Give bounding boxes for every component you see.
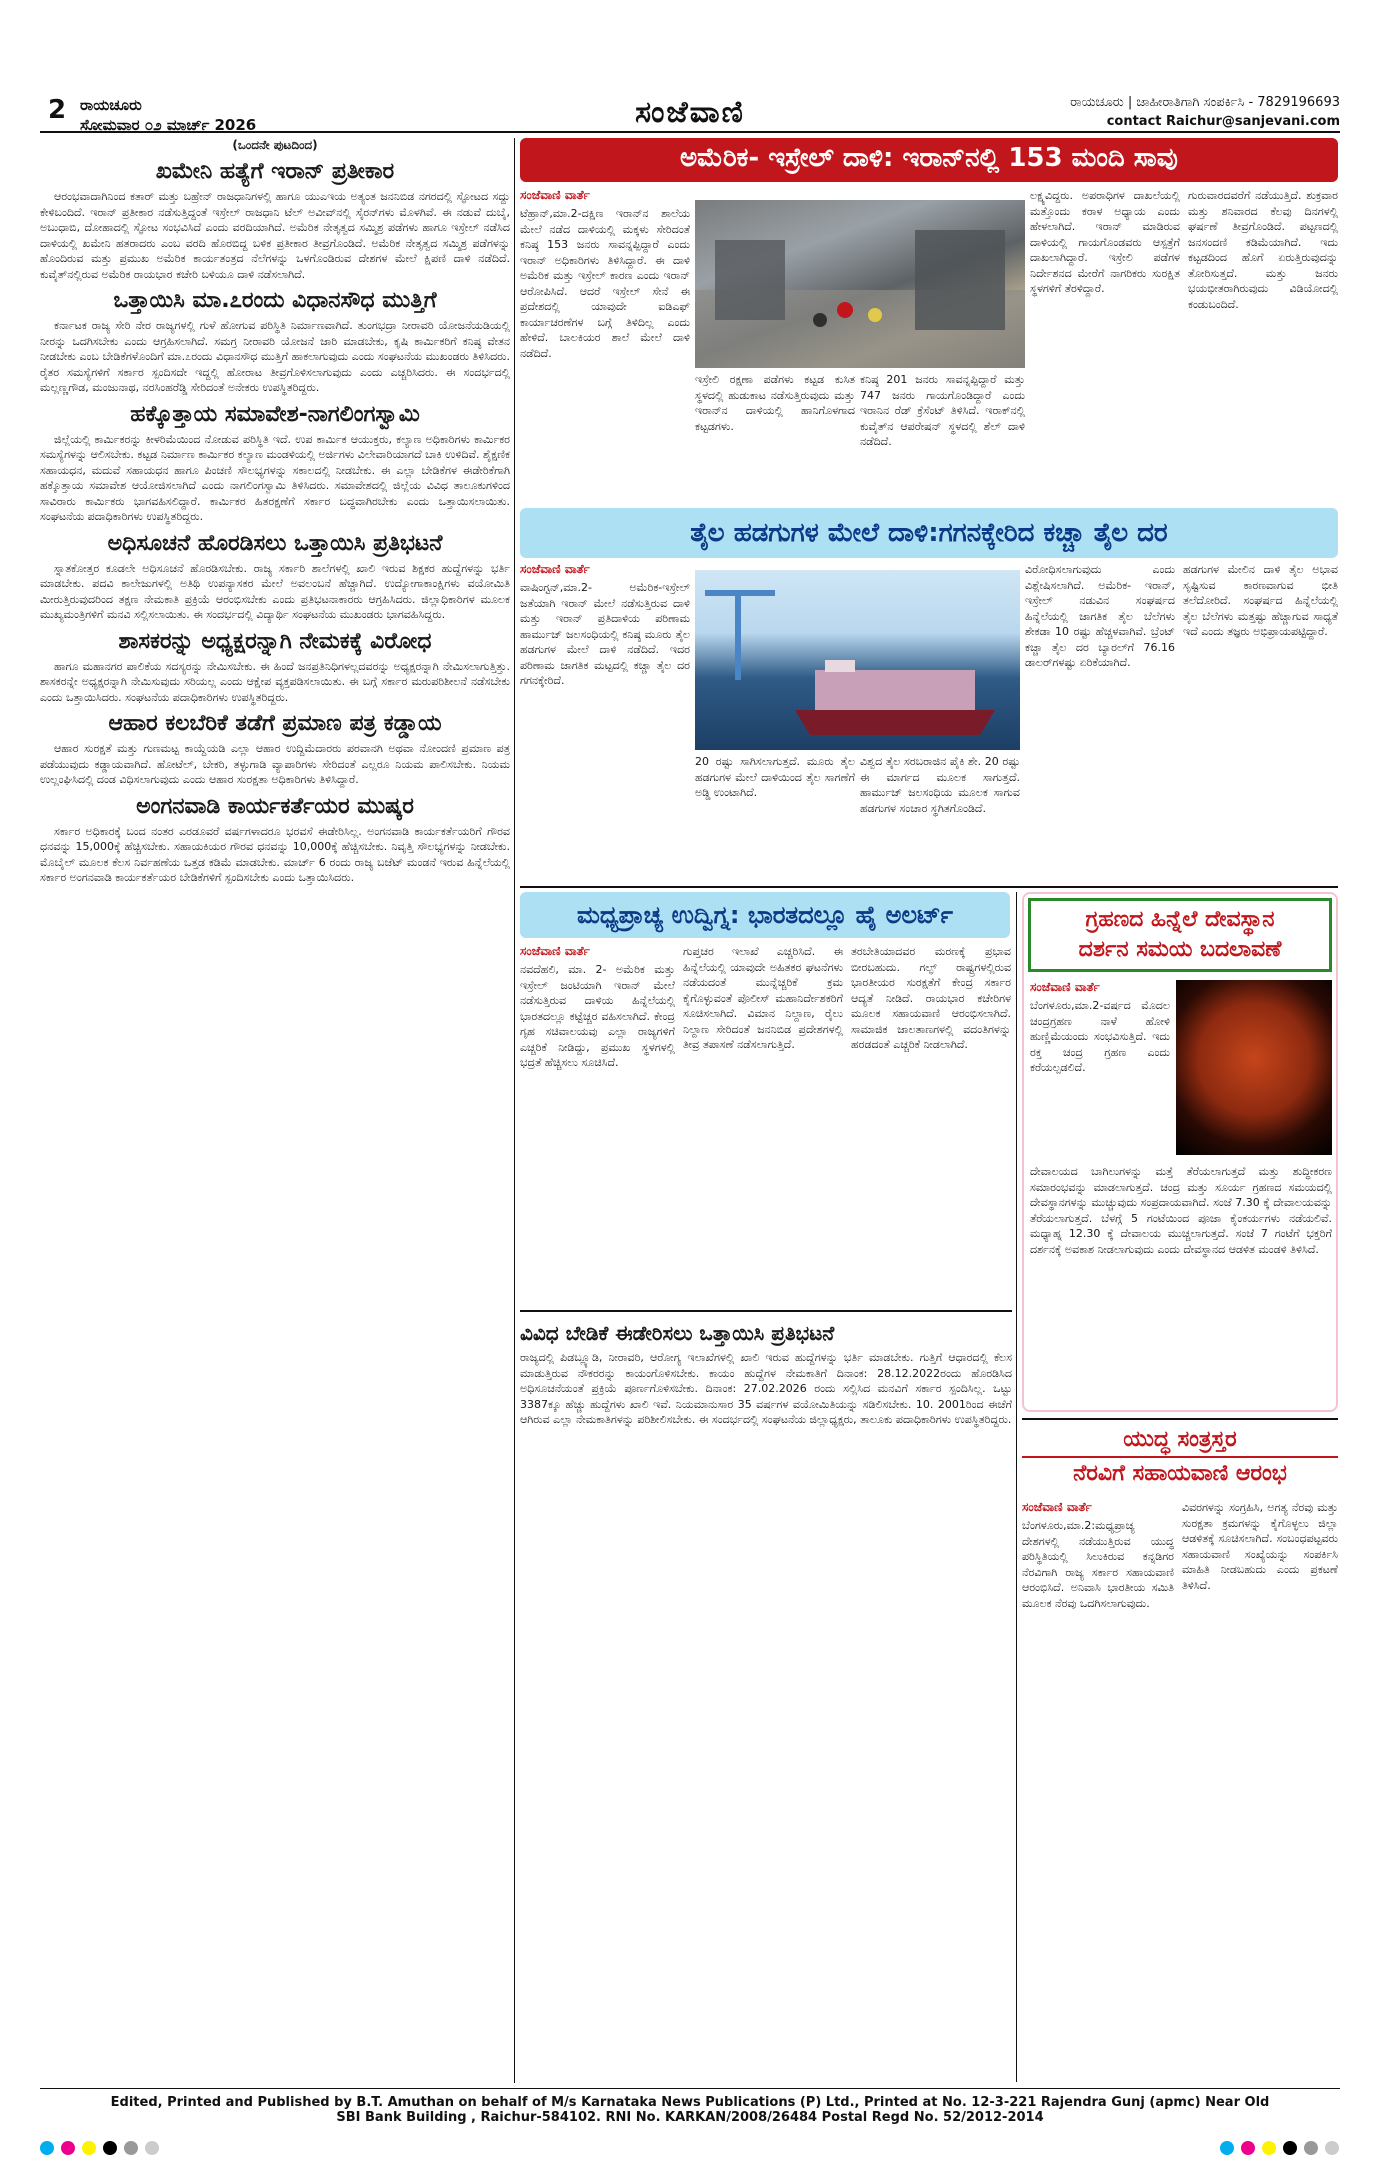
article-body: ಕರ್ನಾಟಕ ರಾಜ್ಯ ಸೇರಿ ನೇರ ರಾಜ್ಯಗಳಲ್ಲಿ ಗುಳೆ ಹೋಗುವ ಪರಿಸ್ಥಿತಿ ನಿರ್ಮಾಣವಾಗಿದೆ. ತುಂಗಭದ್ರಾ ನೀರಾವರಿ ಯೋಜನೆಯಡಿಯಲ್ಲಿ ನೀರನ್ನು ಒದಗಿಸಬೇಕು ಎಂದು ಆಗ್ರಹಿಸಲಾಗಿದೆ. ಸಮಗ್ರ ನೀರಾವರಿ ಯೋಜನೆ ಜಾರಿ ಮಾಡಬೇಕು, ಕೃಷಿ ಕಾರ್ಮಿಕರಿಗೆ ಕನಿಷ್ಠ ವೇತನ ನೀಡಬೇಕು ಎಂಬ ಬೇಡಿಕೆಗಳೊಂದಿಗೆ ಮಾ.೭ರಂದು ವಿಧಾನಸೌಧ ಮುತ್ತಿಗೆ ಹಾಕಲಾಗುವುದು ಎಂದು ಸಂಘಟನೆಯ ಮುಖಂಡರು ತಿಳಿಸಿದರು. ರೈತರ ಸಮಸ್ಯೆಗಳಿಗೆ ಸರ್ಕಾರ ಸ್ಪಂದಿಸದೇ ಇದ್ದಲ್ಲಿ ಹೋರಾಟ ತೀವ್ರಗೊಳಿಸಲಾಗುವುದು ಎಂದು ಎಚ್ಚರಿಸಿದರು. ಈ ಸಂದರ್ಭದಲ್ಲಿ ಮಲ್ಲಣ್ಣಗೌಡ, ಮಂಜುನಾಥ, ನರಸಿಂಹರೆಡ್ಡಿ ಸೇರಿದಂತೆ ಅನೇಕರು ಉಪಸ್ಥಿತರಿದ್ದರು. (40, 319, 510, 394)
article-headline: ಅಂಗನವಾಡಿ ಕಾರ್ಯಕರ್ತೆಯರ ಮುಷ್ಕರ (136, 793, 414, 819)
byline: ಸಂಜೆವಾಣಿ ವಾರ್ತೆ (520, 944, 590, 958)
masthead-date: ಸೋಮವಾರ ೦೨ ಮಾರ್ಚ್ 2026 (80, 116, 257, 134)
main-story-banner: ಅಮೆರಿಕ- ಇಸ್ರೇಲ್ ದಾಳಿ: ಇರಾನ್‌ನಲ್ಲಿ 153 ಮಂದಿ ಸಾವು (520, 138, 1338, 182)
war-story-col1 (1022, 1500, 1174, 2080)
alert-story-col3: ತರಬೇತಿಯಾದವರ ಮರಣಕ್ಕೆ ಪ್ರಭಾವ ಬೀರಬಹುದು. ಗಲ್ಫ್ ರಾಷ್ಟ್ರಗಳಲ್ಲಿರುವ ಭಾರತೀಯರ ಸುರಕ್ಷತೆಗೆ ಕೇಂದ್ರ ಸರ್ಕಾರ ಆದ್ಯತೆ ನೀಡಿದೆ. ರಾಯಭಾರ ಕಚೇರಿಗಳ ಮೂಲಕ ಸಹಾಯವಾಣಿ ಆರಂಭಿಸಲಾಗಿದೆ. ಸಾಮಾಜಿಕ ಜಾಲತಾಣಗಳಲ್ಲಿ ವದಂತಿಗಳನ್ನು ಹರಡದಂತೆ ಎಚ್ಚರಿಕೆ ನೀಡಲಾಗಿದೆ. (851, 945, 1011, 1051)
temple-story-body: ದೇವಾಲಯದ ಬಾಗಿಲುಗಳನ್ನು ಮತ್ತೆ ತೆರೆಯಲಾಗುತ್ತದೆ ಮತ್ತು ಶುದ್ಧೀಕರಣ ಸಮಾರಂಭವನ್ನು ಮಾಡಲಾಗುತ್ತದೆ. ಚಂದ್ರ ಮತ್ತು ಸೂರ್ಯ ಗ್ರಹಣದ ಸಮಯದಲ್ಲಿ ದೇವಸ್ಥಾನಗಳನ್ನು ಮುಚ್ಚುವುದು ಸಂಪ್ರದಾಯವಾಗಿದೆ. ಸಂಜೆ 7.30 ಕ್ಕೆ ದೇವಾಲಯವನ್ನು ತೆರೆಯಲಾಗುತ್ತದೆ. ಬೆಳಗ್ಗೆ 5 ಗಂಟೆಯಿಂದ ಪೂಜಾ ಕೈಂಕರ್ಯಗಳು ನಡೆಯಲಿವೆ. ಮಧ್ಯಾಹ್ನ 12.30 ಕ್ಕೆ ದೇವಾಲಯ ಮುಚ್ಚಲಾಗುತ್ತದೆ. ಸಂಜೆ 7 ಗಂಟೆಗೆ ಭಕ್ತರಿಗೆ ದರ್ಶನಕ್ಕೆ ಅವಕಾಶ ನೀಡಲಾಗುವುದು ಎಂದು ದೇವಸ್ಥಾನದ ಆಡಳಿತ ಮಂಡಳಿ ತಿಳಿಸಿದೆ. (1030, 1165, 1332, 1256)
reg-dot-magenta (1241, 2141, 1255, 2155)
byline: ಸಂಜೆವಾಣಿ ವಾರ್ತೆ (1022, 1500, 1092, 1514)
main-story-col4: ಗುರುವಾರದವರೆಗೆ ನಡೆಯುತ್ತಿದೆ. ಶುಕ್ರವಾರ ಮತ್ತು ಶನಿವಾರದ ಕೆಲವು ದಿನಗಳಲ್ಲಿ ಘರ್ಷಣೆ ತೀವ್ರಗೊಂಡಿದೆ. ಪಟ್ಟಣದಲ್ಲಿ ಜನಸಂದಣಿ ಕಡಿಮೆಯಾಗಿದೆ. ಇದು ಕಟ್ಟಡದಿಂದ ಹೊಗೆ ಏರುತ್ತಿರುವುದನ್ನು ತೋರಿಸುತ್ತದೆ. ಮತ್ತು ಜನರು ಭಯಭೀತರಾಗಿರುವುದು ವಿಡಿಯೋದಲ್ಲಿ ಕಂಡುಬಂದಿದೆ. (1188, 189, 1338, 311)
masthead-email: contact Raichur@sanjevani.com (1106, 114, 1340, 129)
blood-moon-photo (1176, 980, 1332, 1155)
masthead-place: ರಾಯಚೂರು (80, 96, 142, 114)
reg-dot-black (1283, 2141, 1297, 2155)
reg-dot-magenta (61, 2141, 75, 2155)
temple-headline-line1: ಗ್ರಹಣದ ಹಿನ್ನೆಲೆ ದೇವಸ್ಥಾನ (1085, 907, 1275, 932)
masthead-date-block (80, 95, 280, 135)
registration-marks-right (1220, 2140, 1341, 2154)
registration-marks-left (40, 2140, 161, 2154)
section-divider (1022, 1418, 1338, 1420)
oil-story-photo-caption: 20 ರಷ್ಟು ಸಾಗಿಸಲಾಗುತ್ತದೆ. ಮೂರು ತೈಲ ಹಡಗುಗಳ ಮೇಲೆ ದಾಳಿಯಿಂದ ತೈಲ ಸಾಗಣೆಗೆ ಅಡ್ಡಿ ಉಂಟಾಗಿದೆ. (695, 755, 855, 799)
protest-story-headline: ವಿವಿಧ ಬೇಡಿಕೆ ಈಡೇರಿಸಲು ಒತ್ತಾಯಿಸಿ ಪ್ರತಿಭಟನೆ (520, 1321, 835, 1345)
byline: ಸಂಜೆವಾಣಿ ವಾರ್ತೆ (520, 188, 590, 202)
article-notification-protest (40, 527, 510, 623)
masthead (40, 55, 1340, 133)
section-divider (520, 886, 1338, 888)
oil-story-col2: ವಿಶ್ವದ ತೈಲ ಸರಬರಾಜಿನ ಪೈಕಿ ಶೇ. 20 ರಷ್ಟು ಈ ಮಾರ್ಗದ ಮೂಲಕ ಸಾಗುತ್ತದೆ. ಹಾರ್ಮುಜ್ ಜಲಸಂಧಿಯ ಮೂಲಕ ಸಾಗುವ ಹಡಗುಗಳ ಸಂಚಾರ ಸ್ಥಗಿತಗೊಂಡಿದೆ. (860, 755, 1020, 815)
temple-story-headline (1028, 898, 1332, 972)
newspaper-logo: ಸಂಜೆವಾಣಿ (635, 95, 745, 130)
alert-story-banner: ಮಧ್ಯಪ್ರಾಚ್ಯ ಉದ್ವಿಗ್ನ: ಭಾರತದಲ್ಲೂ ಹೈ ಅಲರ್ಟ್ (520, 892, 1010, 938)
reg-dot-cyan (40, 2141, 54, 2155)
article-khamenei (40, 155, 510, 282)
war-headline-line1: ಯುದ್ಧ ಸಂತ್ರಸ್ತರ (1123, 1427, 1237, 1452)
article-headline: ಶಾಸಕರನ್ನು ಅಧ್ಯಕ್ಷರನ್ನಾಗಿ ನೇಮಕಕ್ಕೆ ವಿರೋಧ (118, 628, 432, 654)
temple-story-box (1022, 892, 1338, 1412)
alert-story-col1 (520, 944, 675, 1304)
oil-story-col4: ಹಡಗುಗಳ ಮೇಲಿನ ದಾಳಿ ತೈಲ ಅಭಾವ ಸೃಷ್ಟಿಸುವ ಕಾರಣವಾಗುವ ಭೀತಿ ತಲೆದೋರಿದೆ. ಸಂಘರ್ಷದ ಹಿನ್ನೆಲೆಯಲ್ಲಿ ತೈಲ ಬೆಲೆಗಳು ಮತ್ತಷ್ಟು ಹೆಚ್ಚಾಗುವ ಸಾಧ್ಯತೆ ಇದೆ ಎಂದು ತಜ್ಞರು ಅಭಿಪ್ರಾಯಪಟ್ಟಿದ್ದಾರೆ. (1183, 563, 1338, 638)
masthead-contact (920, 93, 1340, 131)
continued-label: (ಒಂದನೇ ಪುಟದಿಂದ) (232, 138, 318, 152)
main-story-photo-caption: ಇಸ್ರೇಲಿ ರಕ್ಷಣಾ ಪಡೆಗಳು ಕಟ್ಟಡ ಕುಸಿತ ಸ್ಥಳದಲ್ಲಿ ಹುಡುಕಾಟ ನಡೆಸುತ್ತಿರುವುದು ಮತ್ತು ಇರಾನ್‌ನ ದಾಳಿಯಲ್ಲಿ ಹಾನಿಗೊಳಗಾದ ಕಟ್ಟಡಗಳು. (695, 373, 855, 433)
article-headline: ಖಮೇನಿ ಹತ್ಯೆಗೆ ಇರಾನ್ ಪ್ರತೀಕಾರ (155, 159, 395, 184)
column-divider (1016, 892, 1017, 2082)
reg-dot-lightgray (145, 2141, 159, 2155)
byline: ಸಂಜೆವಾಣಿ ವಾರ್ತೆ (520, 562, 590, 576)
article-body: ಜಿಲ್ಲೆಯಲ್ಲಿ ಕಾರ್ಮಿಕರನ್ನು ಕೀಳರಿಮೆಯಿಂದ ನೋಡುವ ಪರಿಸ್ಥಿತಿ ಇದೆ. ಉಪ ಕಾರ್ಮಿಕ ಆಯುಕ್ತರು, ಕಲ್ಯಾಣ ಅಧಿಕಾರಿಗಳು ಕಾರ್ಮಿಕರ ಸಮಸ್ಯೆಗಳನ್ನು ಆಲಿಸಬೇಕು. ಕಟ್ಟಡ ನಿರ್ಮಾಣ ಕಾರ್ಮಿಕರ ಕಲ್ಯಾಣ ಮಂಡಳಿಯಲ್ಲಿ ಅರ್ಜಿಗಳು ವಿಲೇವಾರಿಯಾಗದೆ ಬಾಕಿ ಉಳಿದಿವೆ. ಶೈಕ್ಷಣಿಕ ಸಹಾಯಧನ, ಮದುವೆ ಸಹಾಯಧನ ಹಾಗೂ ಪಿಂಚಣಿ ಸೌಲಭ್ಯಗಳನ್ನು ಸಕಾಲದಲ್ಲಿ ನೀಡಬೇಕು. ಈ ಎಲ್ಲಾ ಬೇಡಿಕೆಗಳ ಈಡೇರಿಕೆಗಾಗಿ ಹಕ್ಕೊತ್ತಾಯ ಸಮಾವೇಶ ಆಯೋಜಿಸಲಾಗಿದೆ ಎಂದು ನಾಗಲಿಂಗಸ್ವಾಮಿ ತಿಳಿಸಿದರು. ಸಮಾವೇಶದಲ್ಲಿ ಜಿಲ್ಲೆಯ ವಿವಿಧ ತಾಲೂಕುಗಳಿಂದ ಸಾವಿರಾರು ಕಾರ್ಮಿಕರು ಭಾಗವಹಿಸಲಿದ್ದಾರೆ. ಕಾರ್ಮಿಕರ ಹಿತರಕ್ಷಣೆಗೆ ಸರ್ಕಾರ ಬದ್ಧವಾಗಿರಬೇಕು ಎಂದು ಒತ್ತಾಯಿಸಲಾಯಿತು. ಸಂಘಟನೆಯ ಪದಾಧಿಕಾರಿಗಳು ಉಪಸ್ಥಿತರಿದ್ದರು. (40, 432, 510, 523)
protest-story-body: ರಾಜ್ಯದಲ್ಲಿ ಪಿಡಬ್ಲ್ಯೂಡಿ, ನೀರಾವರಿ, ಆರೋಗ್ಯ ಇಲಾಖೆಗಳಲ್ಲಿ ಖಾಲಿ ಇರುವ ಹುದ್ದೆಗಳನ್ನು ಭರ್ತಿ ಮಾಡಬೇಕು. ಗುತ್ತಿಗೆ ಆಧಾರದಲ್ಲಿ ಕೆಲಸ ಮಾಡುತ್ತಿರುವ ನೌಕರರನ್ನು ಕಾಯಂಗೊಳಿಸಬೇಕು. ಕಾಯಂ ಹುದ್ದೆಗಳ ನೇಮಕಾತಿಗೆ ದಿನಾಂಕ: 28.12.2022ರಂದು ಹೊರಡಿಸಿದ ಅಧಿಸೂಚನೆಯಂತೆ ಪ್ರಕ್ರಿಯೆ ಪೂರ್ಣಗೊಳಿಸಬೇಕು. ದಿನಾಂಕ: 27.02.2026 ರಂದು ಸಲ್ಲಿಸಿದ ಮನವಿಗೆ ಸರ್ಕಾರ ಸ್ಪಂದಿಸಿಲ್ಲ. ಒಟ್ಟು 3387ಕ್ಕೂ ಹೆಚ್ಚು ಹುದ್ದೆಗಳು ಖಾಲಿ ಇವೆ. ನಿಯಮಾನುಸಾರ 35 ವರ್ಷಗಳ ವಯೋಮಿತಿಯನ್ನು ಸಡಿಲಿಸಬೇಕು. 10. 2001ರಿಂದ ಈಚೆಗೆ ಆಗಿರುವ ಎಲ್ಲಾ ನೇಮಕಾತಿಗಳನ್ನು ಪರಿಶೀಲಿಸಬೇಕು. ಈ ಸಂದರ್ಭದಲ್ಲಿ ಸಂಘಟನೆಯ ಜಿಲ್ಲಾಧ್ಯಕ್ಷರು, ತಾಲೂಕು ಪದಾಧಿಕಾರಿಗಳು ಉಪಸ್ಥಿತರಿದ್ದರು. (520, 1351, 1012, 1426)
section-divider (520, 1310, 1012, 1312)
left-column (40, 138, 510, 2083)
article-mla-appointment (40, 625, 510, 706)
oil-story-photo (695, 570, 1020, 750)
article-samavesha (40, 398, 510, 525)
reg-dot-yellow (82, 2141, 96, 2155)
main-story-photo (695, 200, 1025, 368)
main-story-col3: ಲಕ್ಷ್ಯವಿದ್ದರು. ಅಪರಾಧಿಗಳ ದಾಖಲೆಯಲ್ಲಿ ಮತ್ತೊಂದು ಕರಾಳ ಅಧ್ಯಾಯ ಎಂದು ಹೇಳಲಾಗಿದೆ. ಇರಾನ್ ಮಾಡಿರುವ ದಾಳಿಯಲ್ಲಿ ಗಾಯಗೊಂಡವರು ಆಸ್ಪತ್ರೆಗೆ ದಾಖಲಾಗಿದ್ದಾರೆ. ಇಸ್ರೇಲಿ ಪಡೆಗಳ ನಿರ್ದೇಶನದ ಮೇರೆಗೆ ನಾಗರಿಕರು ಸುರಕ್ಷಿತ ಸ್ಥಳಗಳಿಗೆ ತೆರಳಿದ್ದಾರೆ. (1030, 189, 1180, 295)
main-story-col2: ಕನಿಷ್ಠ 201 ಜನರು ಸಾವನ್ನಪ್ಪಿದ್ದಾರೆ ಮತ್ತು 747 ಜನರು ಗಾಯಗೊಂಡಿದ್ದಾರೆ ಎಂದು ಇರಾನಿನ ರೆಡ್ ಕ್ರೆಸೆಂಟ್ ತಿಳಿಸಿದೆ. ಇರಾಕ್‌ನಲ್ಲಿ ಕುವೈತ್‌ನ ಆಪರೇಷನ್ ಸ್ಥಳದಲ್ಲಿ ಶೆಲ್ ದಾಳಿ ನಡೆದಿದೆ. (860, 373, 1025, 448)
article-body: ಸ್ನಾತಕೋತ್ತರ ಕೂಡಲೇ ಅಧಿಸೂಚನೆ ಹೊರಡಿಸಬೇಕು. ರಾಜ್ಯ ಸರ್ಕಾರಿ ಶಾಲೆಗಳಲ್ಲಿ ಖಾಲಿ ಇರುವ ಶಿಕ್ಷಕರ ಹುದ್ದೆಗಳನ್ನು ಭರ್ತಿ ಮಾಡಬೇಕು. ಪದವಿ ಕಾಲೇಜುಗಳಲ್ಲಿ ಅತಿಥಿ ಉಪನ್ಯಾಸಕರ ಮೇಲೆ ಅವಲಂಬನೆ ಹೆಚ್ಚಾಗಿದೆ. ಉದ್ಯೋಗಾಕಾಂಕ್ಷಿಗಳು ವಯೋಮಿತಿ ಮೀರುತ್ತಿರುವುದರಿಂದ ತಕ್ಷಣ ನೇಮಕಾತಿ ಪ್ರಕ್ರಿಯೆ ಆರಂಭಿಸಬೇಕು ಎಂದು ಪ್ರತಿಭಟನಾಕಾರರು ಆಗ್ರಹಿಸಿದರು. ಜಿಲ್ಲಾಧಿಕಾರಿಗಳ ಮೂಲಕ ಮುಖ್ಯಮಂತ್ರಿಗಳಿಗೆ ಮನವಿ ಸಲ್ಲಿಸಲಾಯಿತು. ಈ ಸಂದರ್ಭದಲ್ಲಿ ವಿದ್ಯಾರ್ಥಿ ಸಂಘಟನೆಯ ಮುಖಂಡರು ಭಾಗವಹಿಸಿದ್ದರು. (40, 561, 510, 621)
footer-imprint: Edited, Printed and Published by B.T. Amuthan on behalf of M/s Karnataka News Publications (P) Ltd., Printed at No. 12-3-221 Rajendra Gunj (apmc) Near Old SBI Bank Building , Raichur-584102. RNI No. KARKAN/2008/26484 Postal Regd No. 52/2012-2014 (110, 2095, 1270, 2125)
byline: ಸಂಜೆವಾಣಿ ವಾರ್ತೆ (1030, 980, 1100, 994)
article-headline: ಹಕ್ಕೊತ್ತಾಯ ಸಮಾವೇಶ-ನಾಗಲಿಂಗಸ್ವಾಮಿ (130, 401, 420, 427)
rubble-photo-illustration (695, 200, 1025, 368)
temple-headline-line2: ದರ್ಶನ ಸಮಯ ಬದಲಾವಣೆ (1078, 937, 1282, 962)
article-anganwadi-strike (40, 790, 510, 886)
column-divider (514, 138, 515, 2083)
protest-story (520, 1316, 1012, 2086)
war-story-col2: ವಿವರಗಳನ್ನು ಸಂಗ್ರಹಿಸಿ, ಅಗತ್ಯ ನೆರವು ಮತ್ತು ಸುರಕ್ಷತಾ ಕ್ರಮಗಳನ್ನು ಕೈಗೊಳ್ಳಲು ಜಿಲ್ಲಾ ಆಡಳಿತಕ್ಕೆ ಸೂಚಿಸಲಾಗಿದೆ. ಸಂಬಂಧಪಟ್ಟವರು ಸಹಾಯವಾಣಿ ಸಂಖ್ಯೆಯನ್ನು ಸಂಪರ್ಕಿಸಿ ಮಾಹಿತಿ ನೀಡಬಹುದು ಎಂದು ಪ್ರಕಟಣೆ ತಿಳಿಸಿದೆ. (1182, 1501, 1338, 1592)
temple-intro-text: ಬೆಂಗಳೂರು,ಮಾ.2-ವರ್ಷದ ಮೊದಲ ಚಂದ್ರಗ್ರಹಣ ನಾಳೆ ಹೋಳಿ ಹುಣ್ಣಿಮೆಯಂದು ಸಂಭವಿಸುತ್ತಿದೆ. ಇದು ರಕ್ತ ಚಂದ್ರ ಗ್ರಹಣ ಎಂದು ಕರೆಯಲ್ಪಡಲಿದೆ. (1030, 999, 1170, 1074)
page-number: 2 (48, 95, 67, 125)
article-body: ಆಹಾರ ಸುರಕ್ಷತೆ ಮತ್ತು ಗುಣಮಟ್ಟ ಕಾಯ್ದೆಯಡಿ ಎಲ್ಲಾ ಆಹಾರ ಉದ್ದಿಮೆದಾರರು ಪರವಾನಗಿ ಅಥವಾ ನೋಂದಣಿ ಪ್ರಮಾಣ ಪತ್ರ ಪಡೆಯುವುದು ಕಡ್ಡಾಯವಾಗಿದೆ. ಹೋಟೆಲ್, ಬೇಕರಿ, ತಳ್ಳುಗಾಡಿ ವ್ಯಾಪಾರಿಗಳು ಸೇರಿದಂತೆ ಎಲ್ಲರೂ ನಿಯಮ ಪಾಲಿಸಬೇಕು. ನಿಯಮ ಉಲ್ಲಂಘಿಸಿದಲ್ಲಿ ದಂಡ ವಿಧಿಸಲಾಗುವುದು ಎಂದು ಆಹಾರ ಸುರಕ್ಷತಾ ಅಧಿಕಾರಿಗಳು ತಿಳಿಸಿದ್ದಾರೆ. (40, 742, 510, 786)
reg-dot-lightgray (1325, 2141, 1339, 2155)
alert-story-col2: ಗುಪ್ತಚರ ಇಲಾಖೆ ಎಚ್ಚರಿಸಿದೆ. ಈ ಹಿನ್ನೆಲೆಯಲ್ಲಿ ಯಾವುದೇ ಅಹಿತಕರ ಘಟನೆಗಳು ನಡೆಯದಂತೆ ಮುನ್ನೆಚ್ಚರಿಕೆ ಕ್ರಮ ಕೈಗೊಳ್ಳುವಂತೆ ಪೊಲೀಸ್ ಮಹಾನಿರ್ದೇಶಕರಿಗೆ ಸೂಚಿಸಲಾಗಿದೆ. ವಿಮಾನ ನಿಲ್ದಾಣ, ರೈಲು ನಿಲ್ದಾಣ ಸೇರಿದಂತೆ ಜನನಿಬಿಡ ಪ್ರದೇಶಗಳಲ್ಲಿ ತೀವ್ರ ತಪಾಸಣೆ ನಡೆಸಲಾಗುತ್ತಿದೆ. (683, 945, 843, 1051)
main-story-col1-text: ಟೆಹ್ರಾನ್,ಮಾ.2-ದಕ್ಷಿಣ ಇರಾನ್‌ನ ಶಾಲೆಯ ಮೇಲೆ ನಡೆದ ದಾಳಿಯಲ್ಲಿ ಮಕ್ಕಳು ಸೇರಿದಂತೆ ಕನಿಷ್ಠ 153 ಜನರು ಸಾವನ್ನಪ್ಪಿದ್ದಾರೆ ಎಂದು ಇರಾನ್ ಅಧಿಕಾರಿಗಳು ತಿಳಿಸಿದ್ದಾರೆ. ಈ ದಾಳಿ ಅಮೆರಿಕ ಮತ್ತು ಇಸ್ರೇಲ್ ಕಾರಣ ಎಂದು ಇರಾನ್ ಆರೋಪಿಸಿದೆ. ಆದರೆ ಇಸ್ರೇಲ್ ಸೇನೆ ಈ ಪ್ರದೇಶದಲ್ಲಿ ಯಾವುದೇ ಐಡಿಎಫ್ ಕಾರ್ಯಾಚರಣೆಗಳ ಬಗ್ಗೆ ತಿಳಿದಿಲ್ಲ ಎಂದು ಹೇಳಿದೆ. ಬಾಲಕಿಯರ ಶಾಲೆ ಮೇಲೆ ದಾಳಿ ನಡೆದಿದೆ. (520, 207, 690, 360)
cargo-ship-illustration (695, 570, 1020, 750)
article-food-adulteration (40, 707, 510, 788)
masthead-contact-line: ರಾಯಚೂರು | ಜಾಹೀರಾತಿಗಾಗಿ ಸಂಪರ್ಕಿಸಿ - 7829196693 (1070, 95, 1340, 110)
reg-dot-yellow (1262, 2141, 1276, 2155)
reg-dot-gray (1304, 2141, 1318, 2155)
article-headline: ಒತ್ತಾಯಿಸಿ ಮಾ.೭ರಂದು ವಿಧಾನಸೌಧ ಮುತ್ತಿಗೆ (113, 288, 437, 313)
article-body: ಸರ್ಕಾರ ಅಧಿಕಾರಕ್ಕೆ ಬಂದ ನಂತರ ಎರಡೂವರೆ ವರ್ಷಗಳಾದರೂ ಭರವಸೆ ಈಡೇರಿಸಿಲ್ಲ. ಅಂಗನವಾಡಿ ಕಾರ್ಯಕರ್ತೆಯರಿಗೆ ಗೌರವ ಧನವನ್ನು 15,000ಕ್ಕೆ ಹೆಚ್ಚಿಸಬೇಕು. ಸಹಾಯಕಿಯರ ಗೌರವ ಧನವನ್ನು 10,000ಕ್ಕೆ ಹೆಚ್ಚಿಸಬೇಕು. ನಿವೃತ್ತಿ ಸೌಲಭ್ಯಗಳನ್ನು ನೀಡಬೇಕು. ಮೊಬೈಲ್ ಮೂಲಕ ಕೆಲಸ ನಿರ್ವಹಣೆಯ ಒತ್ತಡ ಕಡಿಮೆ ಮಾಡಬೇಕು. ಮಾರ್ಚ್ 6 ರಂದು ರಾಜ್ಯ ಬಜೆಟ್ ಮಂಡನೆ ಇರುವ ಹಿನ್ನೆಲೆಯಲ್ಲಿ ಸರ್ಕಾರ ಅಂಗನವಾಡಿ ಕಾರ್ಯಕರ್ತೆಯರ ಬೇಡಿಕೆಗಳಿಗೆ ಸ್ಪಂದಿಸಬೇಕು ಎಂದು ಒತ್ತಾಯಿಸಿದರು. (40, 824, 510, 884)
footer-rule (40, 2088, 1340, 2089)
article-headline: ಆಹಾರ ಕಲಬೆರಿಕೆ ತಡೆಗೆ ಪ್ರಮಾಣ ಪತ್ರ ಕಡ್ಡಾಯ (108, 711, 442, 736)
reg-dot-gray (124, 2141, 138, 2155)
temple-story-intro (1030, 980, 1170, 1160)
oil-story-banner: ತೈಲ ಹಡಗುಗಳ ಮೇಲೆ ದಾಳಿ:ಗಗನಕ್ಕೇರಿದ ಕಚ್ಚಾ ತೈಲ ದರ (520, 508, 1338, 558)
oil-story-col3: ವಿರೋಧಿಸಲಾಗುವುದು ಎಂದು ವಿಶ್ಲೇಷಿಸಲಾಗಿದೆ. ಅಮೆರಿಕ- ಇರಾನ್, ಇಸ್ರೇಲ್ ನಡುವಿನ ಸಂಘರ್ಷದ ಹಿನ್ನೆಲೆಯಲ್ಲಿ ಜಾಗತಿಕ ತೈಲ ಬೆಲೆಗಳು ಶೇಕಡಾ 10 ರಷ್ಟು ಹೆಚ್ಚಳವಾಗಿವೆ. ಬ್ರೆಂಟ್ ಕಚ್ಚಾ ತೈಲ ದರ ಬ್ಯಾರಲ್‌ಗೆ 76.16 ಡಾಲರ್‌ಗಳಷ್ಟು ಏರಿಕೆಯಾಗಿದೆ. (1025, 563, 1175, 669)
reg-dot-cyan (1220, 2141, 1234, 2155)
article-body: ಆರಂಭವಾದಾಗಿನಿಂದ ಕತಾರ್ ಮತ್ತು ಬಹ್ರೇನ್ ರಾಜಧಾನಿಗಳಲ್ಲಿ ಹಾಗೂ ಯುಎಇಯ ಅತ್ಯಂತ ಜನನಿಬಿಡ ನಗರದಲ್ಲಿ ಸ್ಫೋಟದ ಸದ್ದು ಕೇಳಿಬಂದಿದೆ. ಇರಾನ್ ಪ್ರತೀಕಾರ ನಡೆಸುತ್ತಿದ್ದಂತೆ ಇಸ್ರೇಲ್ ರಾಜಧಾನಿ ಟೆಲ್ ಅವೀವ್‌ನಲ್ಲಿ ಸೈರನ್‌ಗಳು ಮೊಳಗಿವೆ. ಈ ನಡುವೆ ದುಬೈ, ಅಬುಧಾಬಿ, ದೋಹಾದಲ್ಲಿ ಸ್ಫೋಟ ಸಂಭವಿಸಿದೆ ಎಂದು ವರದಿಯಾಗಿದೆ. ಅಮೆರಿಕ ನೇತೃತ್ವದ ಸಮ್ಮಿಶ್ರ ಪಡೆಗಳು ಹಾಗೂ ಇಸ್ರೇಲ್ ನಡೆಸಿದ ದಾಳಿಯಲ್ಲಿ ಖಮೇನಿ ಹತರಾದರು ಎಂಬ ವರದಿ ಹೊರಬಿದ್ದ ಬಳಿಕ ಪ್ರತೀಕಾರ ತೀವ್ರಗೊಂಡಿದೆ. ಅಮೆರಿಕ ನೇತೃತ್ವದ ಸಮ್ಮಿಶ್ರ ಪಡೆಗಳನ್ನು ಹೊಂದಿರುವ ಮತ್ತು ಪ್ರಮುಖ ಅಮೆರಿಕ ಕಾರ್ಯತಂತ್ರದ ನೆಲೆಗಳನ್ನು ಒಳಗೊಂಡಿರುವ ದೇಶಗಳ ಮೇಲೆ ಕ್ಷಿಪಣಿ ದಾಳಿ ನಡೆದಿದೆ. ಕುವೈತ್‌ನಲ್ಲಿರುವ ಅಮೆರಿಕ ರಾಯಭಾರ ಕಚೇರಿ ಬಳಿಯೂ ದಾಳಿ ನಡೆಸಲಾಗಿದೆ. (40, 190, 510, 281)
article-headline: ಅಧಿಸೂಚನೆ ಹೊರಡಿಸಲು ಒತ್ತಾಯಿಸಿ ಪ್ರತಿಭಟನೆ (107, 530, 443, 556)
alert-story-col1-text: ನವದೆಹಲಿ, ಮಾ. 2- ಅಮೆರಿಕ ಮತ್ತು ಇಸ್ರೇಲ್ ಜಂಟಿಯಾಗಿ ಇರಾನ್ ಮೇಲೆ ನಡೆಸುತ್ತಿರುವ ದಾಳಿಯ ಹಿನ್ನೆಲೆಯಲ್ಲಿ ಭಾರತದಲ್ಲೂ ಕಟ್ಟೆಚ್ಚರ ವಹಿಸಲಾಗಿದೆ. ಕೇಂದ್ರ ಗೃಹ ಸಚಿವಾಲಯವು ಎಲ್ಲಾ ರಾಜ್ಯಗಳಿಗೆ ಎಚ್ಚರಿಕೆ ನೀಡಿದ್ದು, ಪ್ರಮುಖ ಸ್ಥಳಗಳಲ್ಲಿ ಭದ್ರತೆ ಹೆಚ್ಚಿಸಲು ಸೂಚಿಸಿದೆ. (520, 963, 675, 1069)
reg-dot-black (103, 2141, 117, 2155)
war-headline-line2: ನೆರವಿಗೆ ಸಹಾಯವಾಣಿ ಆರಂಭ (1022, 1456, 1338, 1490)
oil-story-col1-text: ವಾಷಿಂಗ್ಟನ್,ಮಾ.2- ಅಮೆರಿಕ-ಇಸ್ರೇಲ್ ಜತೆಯಾಗಿ ಇರಾನ್ ಮೇಲೆ ನಡೆಸುತ್ತಿರುವ ದಾಳಿ ಮತ್ತು ಇರಾನ್ ಪ್ರತಿದಾಳಿಯ ಪರಿಣಾಮ ಹಾರ್ಮುಜ್ ಜಲಸಂಧಿಯಲ್ಲಿ ಕನಿಷ್ಠ ಮೂರು ತೈಲ ಹಡಗುಗಳ ಮೇಲೆ ದಾಳಿ ನಡೆದಿದೆ. ಇದರ ಪರಿಣಾಮ ಜಾಗತಿಕ ಮಟ್ಟದಲ್ಲಿ ಕಚ್ಚಾ ತೈಲ ದರ ಗಗನಕ್ಕೇರಿದೆ. (520, 581, 690, 687)
war-story-headline (1022, 1424, 1338, 1490)
oil-story-col1 (520, 562, 690, 882)
article-vidhana-soudha (40, 284, 510, 396)
main-story-col1 (520, 188, 690, 518)
war-story-col1-text: ಬೆಂಗಳೂರು,ಮಾ.2:ಮಧ್ಯಪ್ರಾಚ್ಯ ದೇಶಗಳಲ್ಲಿ ನಡೆಯುತ್ತಿರುವ ಯುದ್ಧ ಪರಿಸ್ಥಿತಿಯಲ್ಲಿ ಸಿಲುಕಿರುವ ಕನ್ನಡಿಗರ ನೆರವಿಗಾಗಿ ರಾಜ್ಯ ಸರ್ಕಾರ ಸಹಾಯವಾಣಿ ಆರಂಭಿಸಿದೆ. ಅನಿವಾಸಿ ಭಾರತೀಯ ಸಮಿತಿ ಮೂಲಕ ನೆರವು ಒದಗಿಸಲಾಗುವುದು. (1022, 1519, 1174, 1610)
article-body: ಹಾಗೂ ಮಹಾನಗರ ಪಾಲಿಕೆಯ ಸದಸ್ಯರನ್ನು ನೇಮಿಸಬೇಕು. ಈ ಹಿಂದೆ ಜನಪ್ರತಿನಿಧಿಗಳಲ್ಲದವರನ್ನು ಅಧ್ಯಕ್ಷರನ್ನಾಗಿ ನೇಮಿಸಲಾಗುತ್ತಿತ್ತು. ಶಾಸಕರನ್ನೇ ಅಧ್ಯಕ್ಷರನ್ನಾಗಿ ನೇಮಿಸುವುದು ಸರಿಯಲ್ಲ ಎಂದು ಆಕ್ಷೇಪ ವ್ಯಕ್ತಪಡಿಸಲಾಯಿತು. ಈ ಬಗ್ಗೆ ಸರ್ಕಾರ ಮರುಪರಿಶೀಲನೆ ನಡೆಸಬೇಕು ಎಂದು ಒತ್ತಾಯಿಸಿದರು. ಸಂಘಟನೆಯ ಪದಾಧಿಕಾರಿಗಳು ಉಪಸ್ಥಿತರಿದ್ದರು. (40, 659, 510, 704)
